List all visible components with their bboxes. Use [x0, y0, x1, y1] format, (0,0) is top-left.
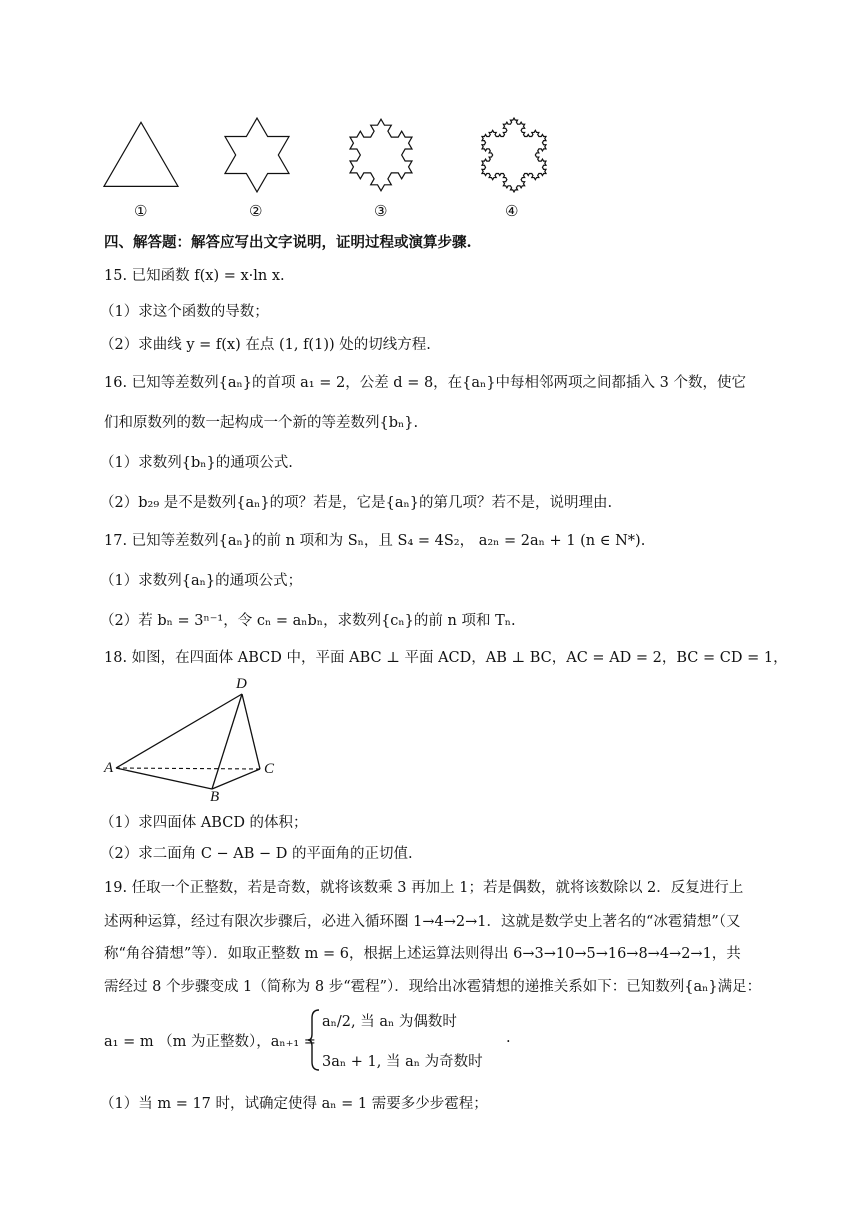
q19-line4: 需经过 8 个步骤变成 1（简称为 8 步“雹程”）．现给出冰雹猜想的递推关系如下：已知数列{aₙ}满足： [104, 979, 762, 995]
q17-stem: 17. 已知等差数列{aₙ}的前 n 项和为 Sₙ，且 S₄ = 4S₂， a₂ₙ = 2aₙ + 1 (n ∈ N*). [104, 533, 646, 549]
koch-4-outline [482, 118, 546, 192]
edge-DC [242, 694, 260, 769]
q19-line1: 19. 任取一个正整数，若是奇数，就将该数乘 3 再加上 1；若是偶数，就将该数除以 2．反复进行上 [104, 880, 744, 896]
koch-figure-1 [104, 122, 178, 186]
koch-3-outline [350, 119, 412, 191]
q17-part1: （1）求数列{aₙ}的通项公式； [100, 573, 303, 589]
q17-part2: （2）若 bₙ = 3ⁿ⁻¹，令 cₙ = aₙbₙ，求数列{cₙ}的前 n 项和 Tₙ. [100, 613, 516, 629]
tetrahedron-diagram [100, 672, 400, 812]
vertex-label-B: B [210, 789, 220, 805]
q19-recurrence-end: . [506, 1030, 511, 1046]
edge-AD [116, 694, 242, 768]
figure-label-1: ① [134, 202, 148, 220]
q19-recurrence-left: a₁ = m （m 为正整数），aₙ₊₁ = [104, 1034, 316, 1050]
piecewise-brace [307, 1008, 321, 1072]
koch-2-outline [225, 118, 289, 192]
q19-case-even: aₙ/2, 当 aₙ 为偶数时 [322, 1014, 457, 1030]
vertex-label-C: C [264, 761, 275, 777]
figure-label-3: ③ [374, 202, 388, 220]
figure-label-2: ② [249, 202, 263, 220]
edge-AB [116, 768, 212, 789]
q19-line3: 称“角谷猜想”等）．如取正整数 m = 6，根据上述运算法则得出 6→3→10→5→16→8→4→2→1，共 [104, 946, 741, 962]
vertex-label-A: A [104, 760, 114, 776]
q15-part2: （2）求曲线 y = f(x) 在点 (1, f(1)) 处的切线方程. [100, 337, 431, 353]
q16-stem-line2: 们和原数列的数一起构成一个新的等差数列{bₙ}. [104, 415, 419, 431]
figure-label-4: ④ [505, 202, 519, 220]
koch-figure-3 [350, 119, 412, 191]
q16-stem-line1: 16. 已知等差数列{aₙ}的首项 a₁ = 2，公差 d = 8，在{aₙ}中每相邻两项之间都插入 3 个数，使它 [104, 375, 746, 391]
section-heading: 四、解答题：解答应写出文字说明，证明过程或演算步骤. [104, 234, 472, 251]
koch-1-outline [104, 122, 178, 186]
koch-figure-4 [482, 118, 546, 192]
edge-BC [212, 769, 260, 789]
q16-part1: （1）求数列{bₙ}的通项公式. [100, 455, 293, 471]
vertex-label-D: D [236, 676, 247, 692]
koch-figure-2 [225, 118, 289, 192]
q18-part2: （2）求二面角 C − AB − D 的平面角的正切值. [100, 846, 413, 862]
q16-part2: （2）b₂₉ 是不是数列{aₙ}的项？若是，它是{aₙ}的第几项？若不是，说明理由. [100, 495, 613, 511]
q15-part1: （1）求这个函数的导数； [100, 304, 269, 320]
q18-stem: 18. 如图，在四面体 ABCD 中，平面 ABC ⊥ 平面 ACD，AB ⊥ BC，AC = AD = 2，BC = CD = 1， [104, 650, 788, 666]
q18-part1: （1）求四面体 ABCD 的体积； [100, 815, 308, 831]
q19-line2: 述两种运算，经过有限次步骤后，必进入循环圈 1→4→2→1．这就是数学史上著名的“冰雹猜想”（又 [104, 914, 741, 930]
q15-stem: 15. 已知函数 f(x) = x·ln x. [104, 268, 285, 284]
koch-snowflake-figures [0, 0, 868, 230]
q19-part1: （1）当 m = 17 时，试确定使得 aₙ = 1 需要多少步雹程； [100, 1096, 488, 1112]
edge-AC-hidden [116, 768, 260, 769]
q19-case-odd: 3aₙ + 1, 当 aₙ 为奇数时 [322, 1054, 483, 1070]
